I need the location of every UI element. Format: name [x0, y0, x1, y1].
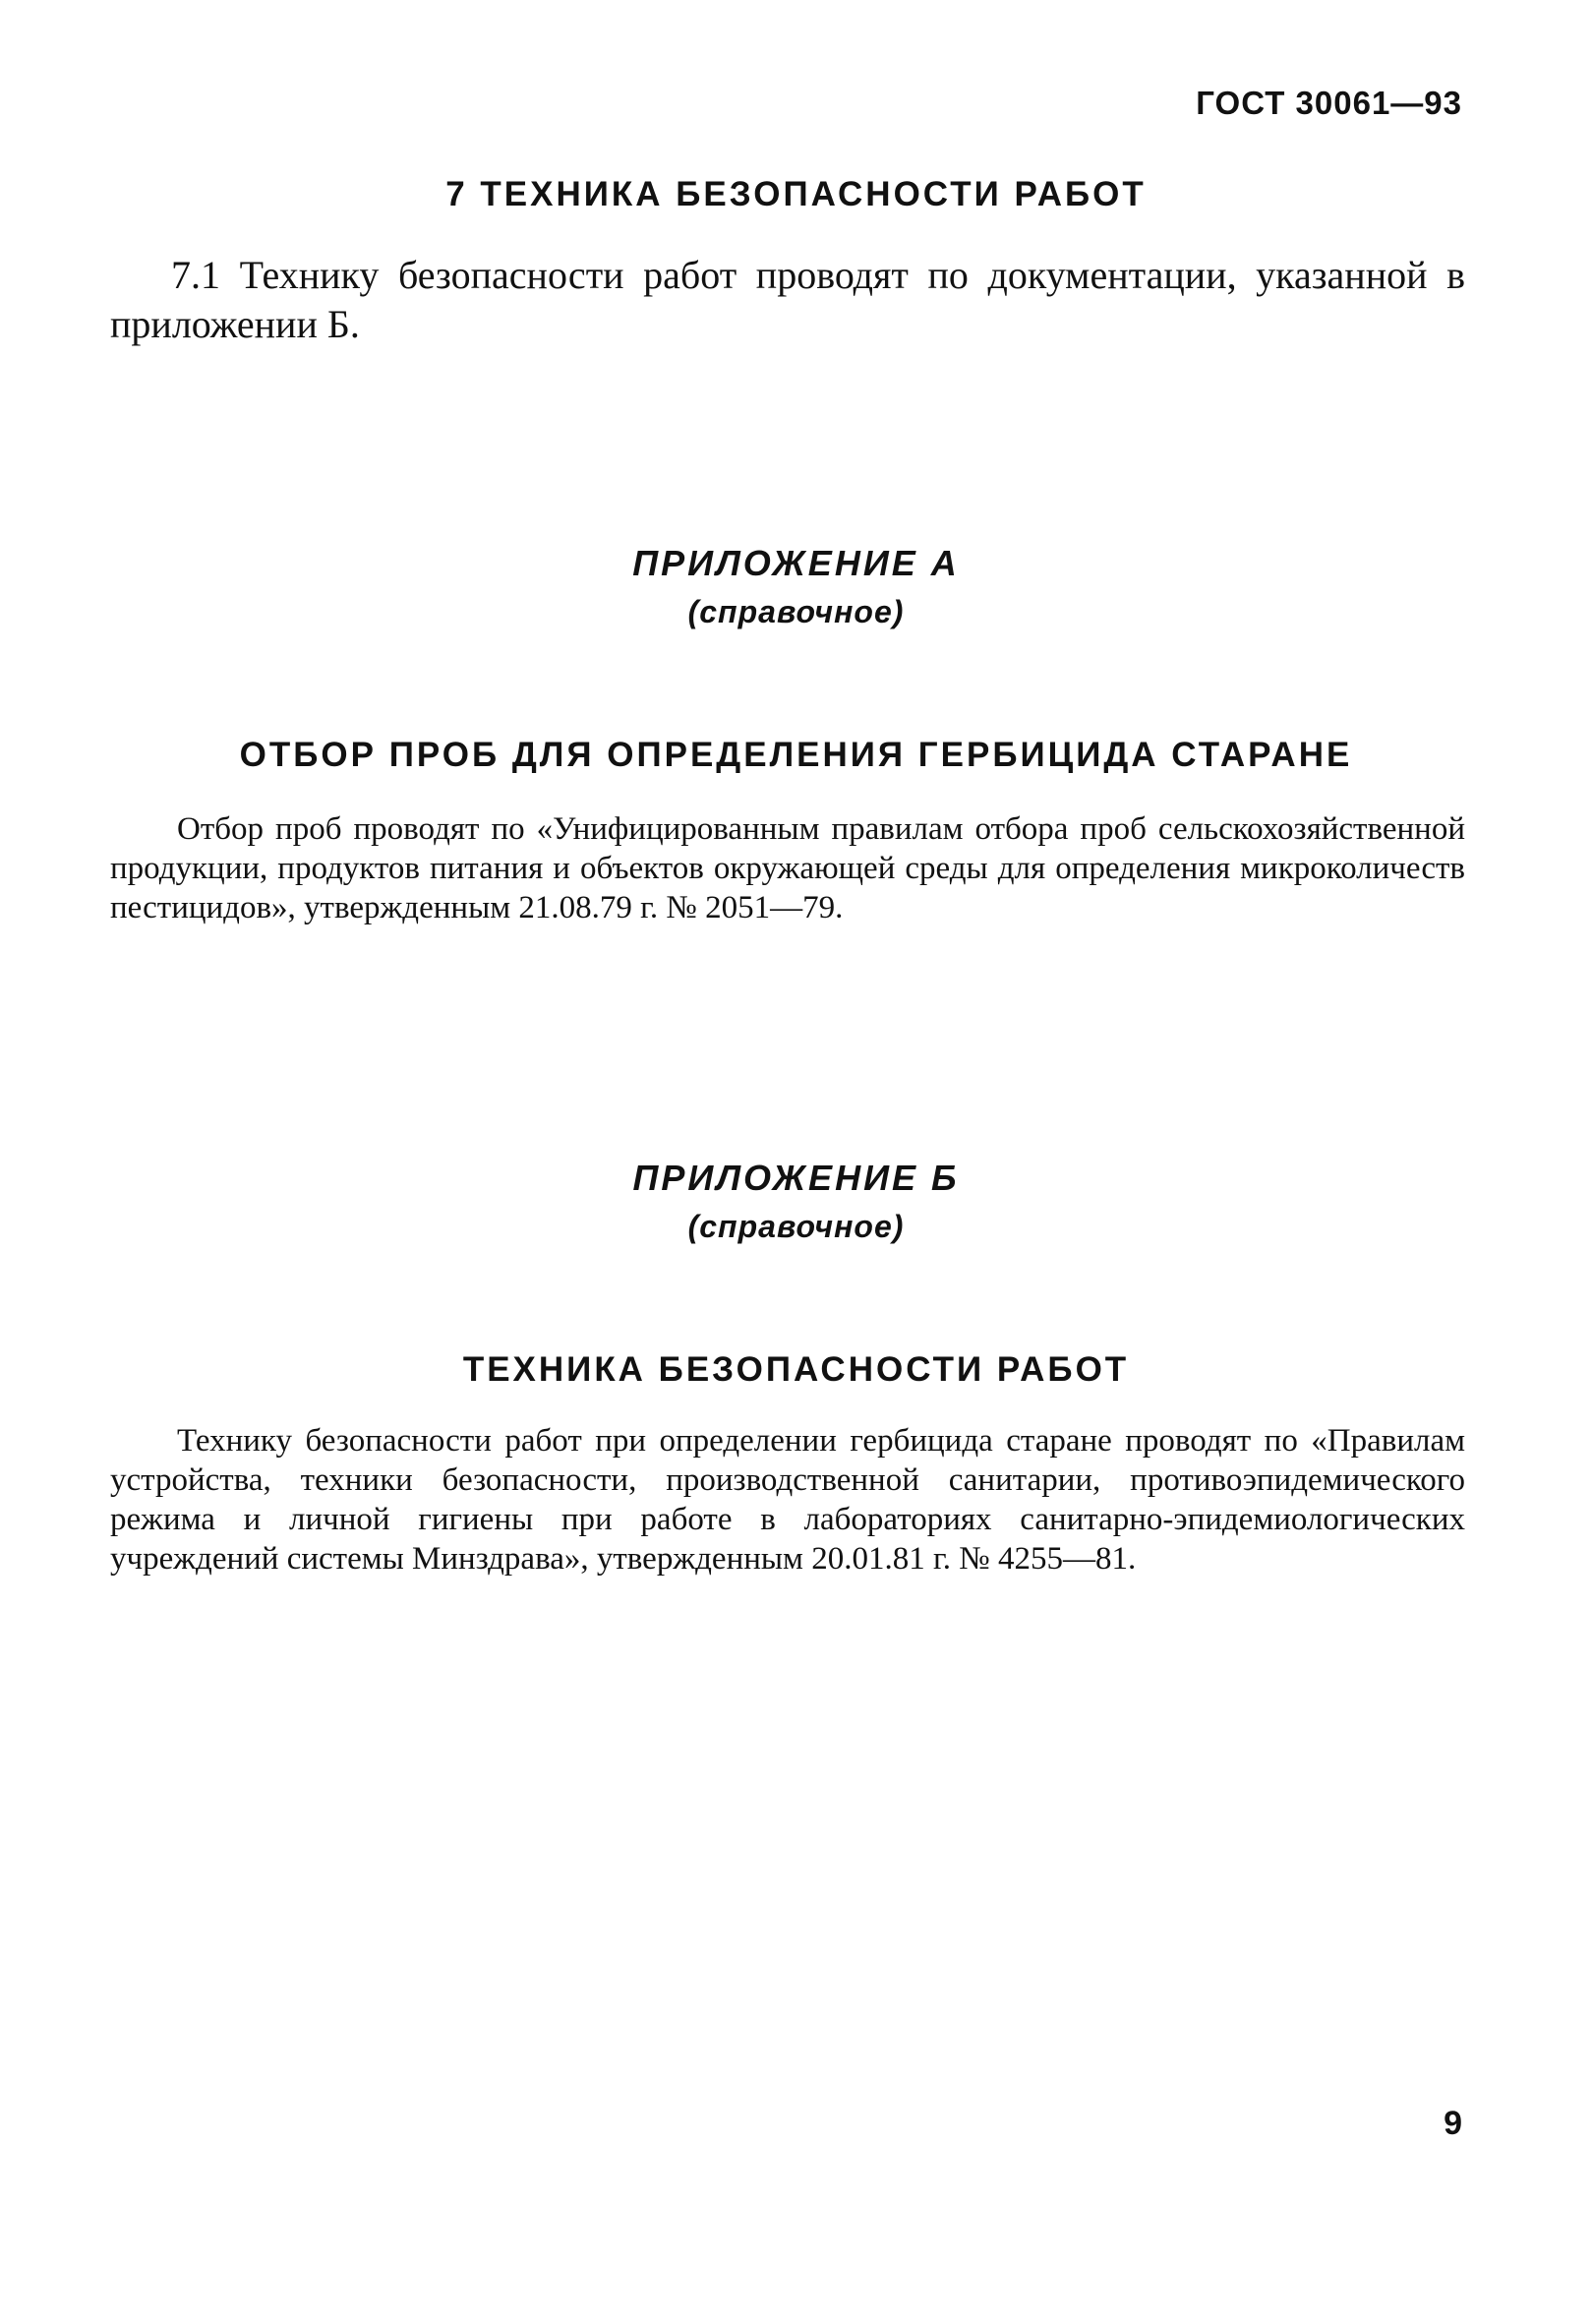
section-7-paragraph [110, 251, 1465, 349]
appendix-b-paragraph-text: Технику безопасности работ при определении гербицида старане проводят по «Правилам устройства, техники безопасности, производственной санитарии, противоэпидемического режима и личной гигиены при работе в лабораториях санитарно-эпидемиологических учреждений системы Минздрава», утвержденным 20.01.81 г. № 4255—81. [110, 1423, 1465, 1577]
page-number: 9 [1444, 2105, 1462, 2142]
appendix-a-paragraph-text: Отбор проб проводят по «Унифицированным правилам отбора проб сельскохозяйственной продукции, продуктов питания и объектов окружающей среды для определения микроколичеств пестицидов», утвержденным 21.08.79 г. № 2051—79. [110, 811, 1465, 925]
document-code: ГОСТ 30061—93 [1196, 85, 1462, 121]
appendix-b-title: ПРИЛОЖЕНИЕ Б [632, 1158, 960, 1198]
appendix-b-paragraph [110, 1421, 1465, 1579]
appendix-a-title: ПРИЛОЖЕНИЕ А [632, 543, 960, 583]
appendix-a-note: (справочное) [687, 594, 905, 629]
appendix-b-heading: ТЕХНИКА БЕЗОПАСНОСТИ РАБОТ [462, 1350, 1130, 1389]
section-7-heading: 7 ТЕХНИКА БЕЗОПАСНОСТИ РАБОТ [445, 175, 1147, 213]
appendix-a-heading: ОТБОР ПРОБ ДЛЯ ОПРЕДЕЛЕНИЯ ГЕРБИЦИДА СТАРАНЕ [239, 736, 1353, 774]
appendix-b-note: (справочное) [687, 1209, 905, 1244]
appendix-a-paragraph [110, 809, 1465, 927]
section-7-paragraph-text: 7.1 Технику безопасности работ проводят по документации, указанной в приложении Б. [110, 253, 1465, 346]
